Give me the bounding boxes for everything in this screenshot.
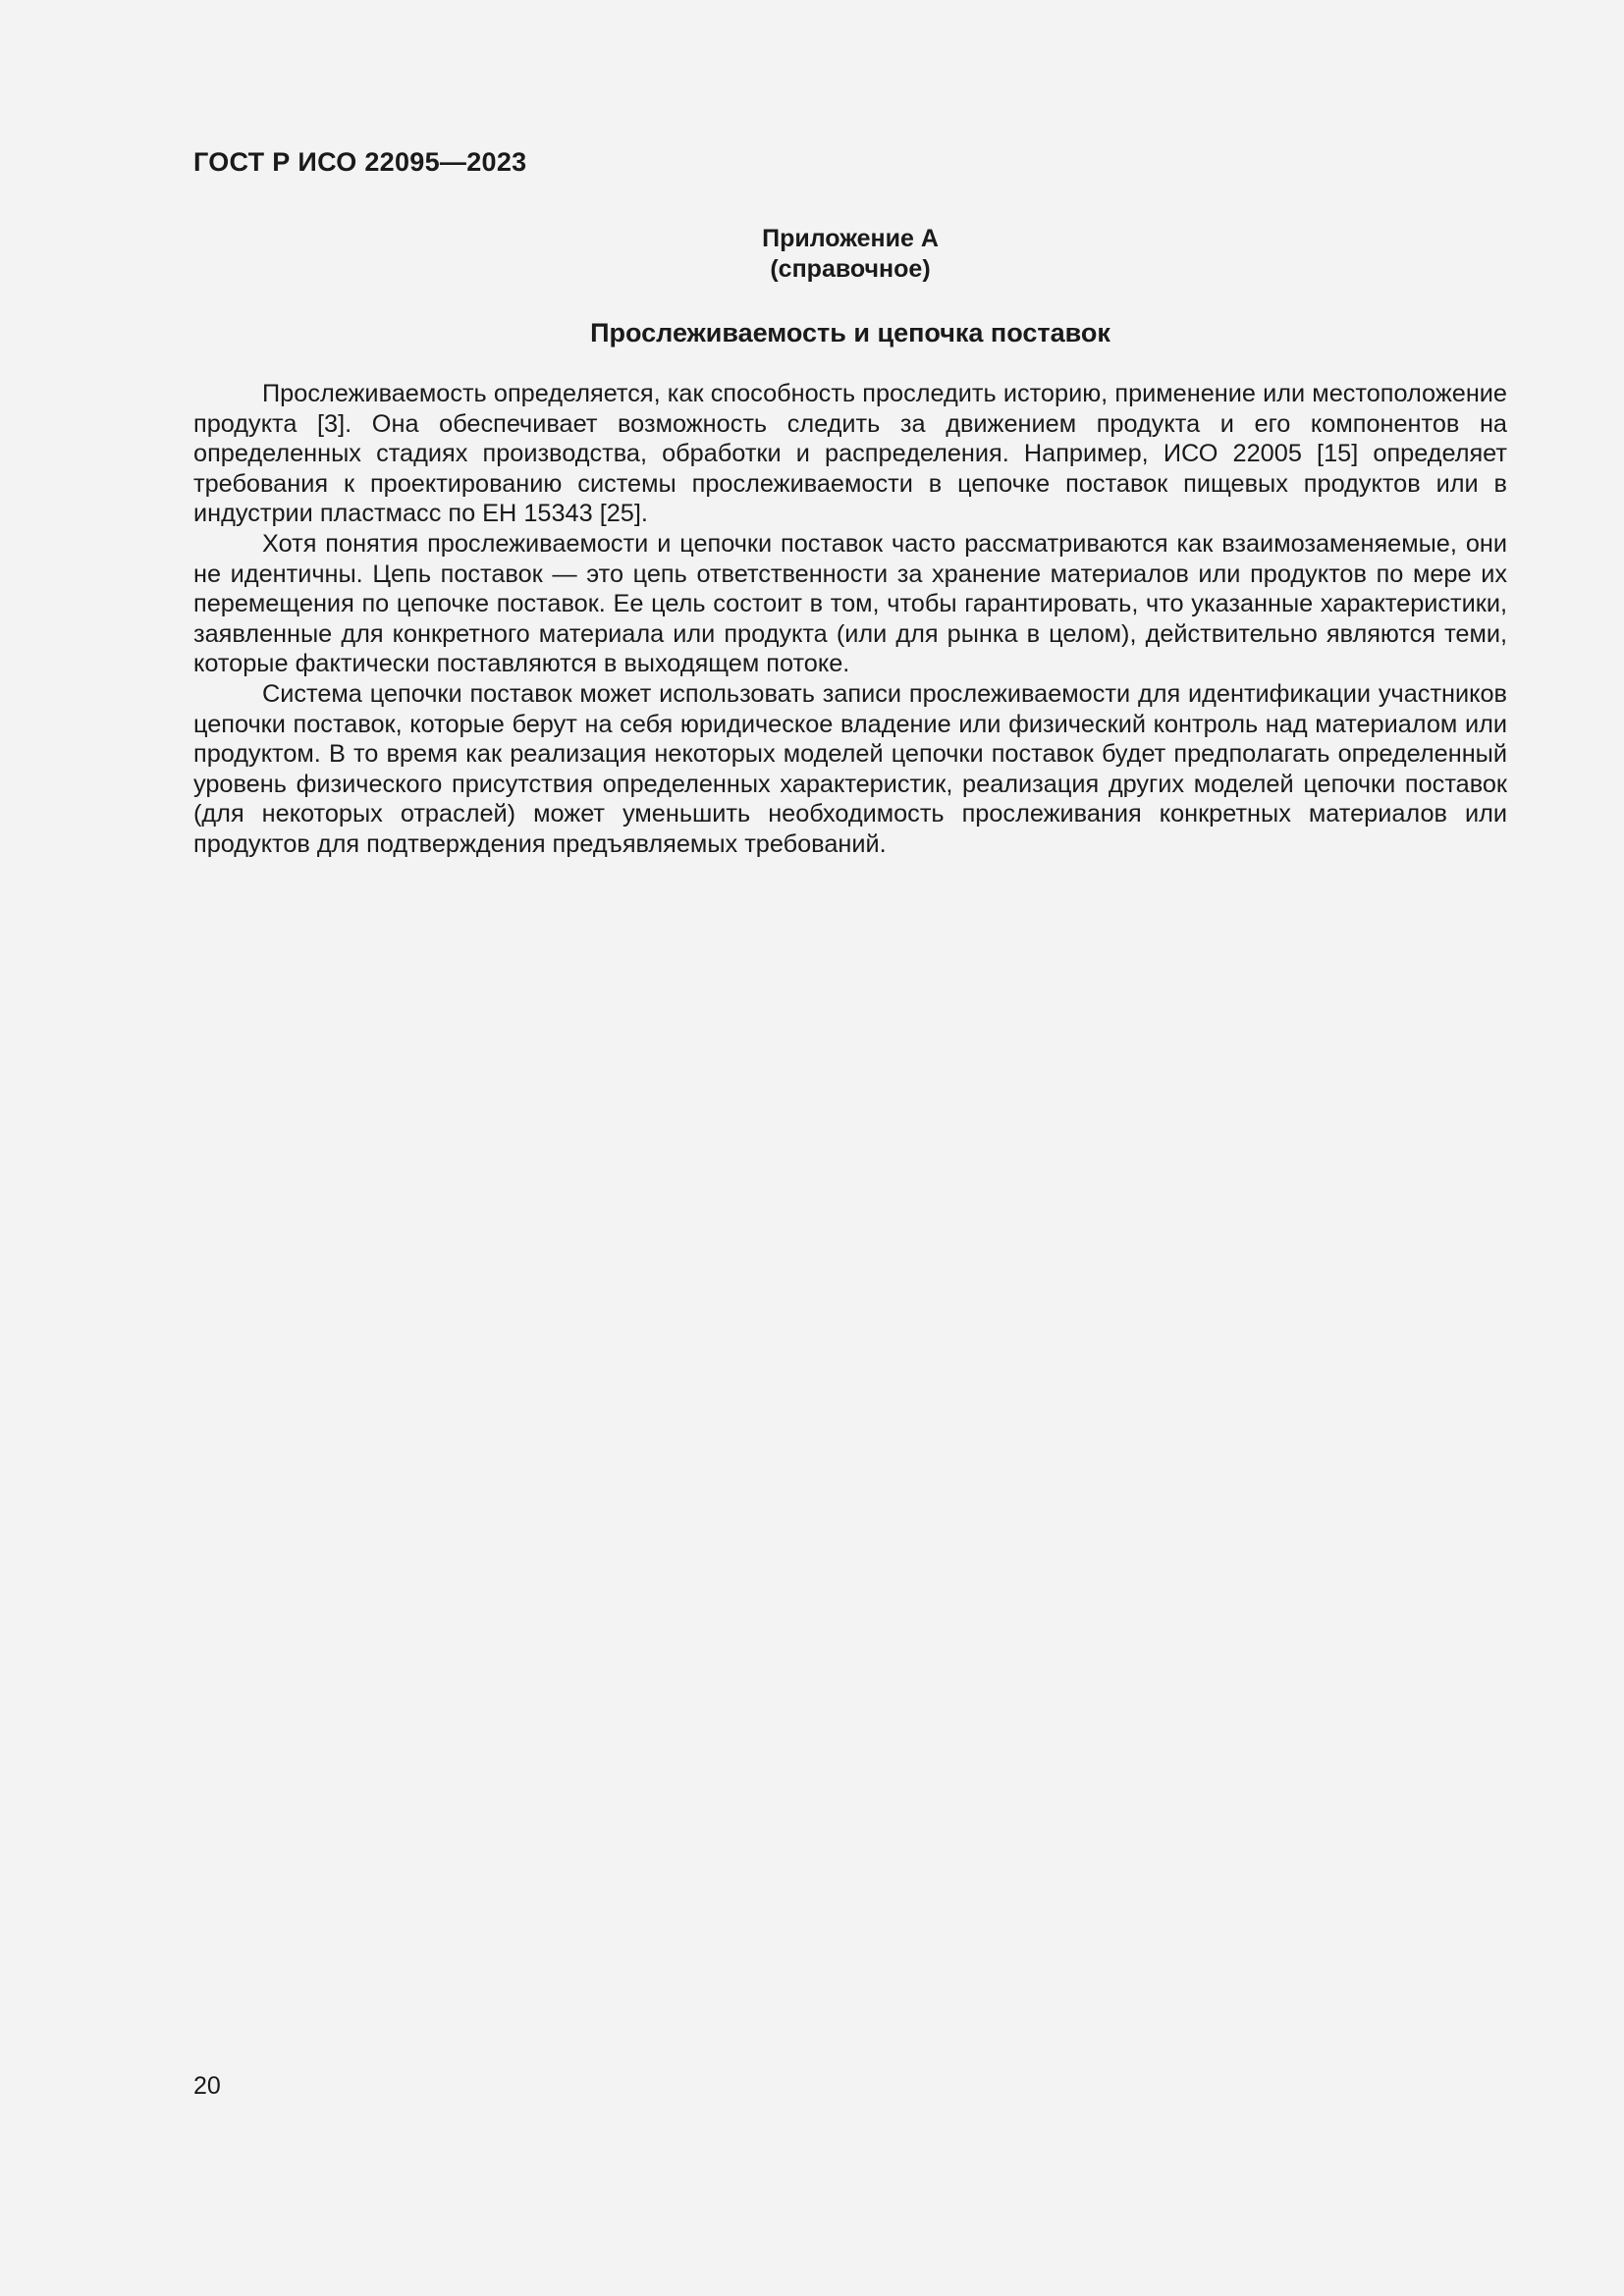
annex-status: (справочное) — [770, 255, 931, 283]
document-code: ГОСТ Р ИСО 22095—2023 — [193, 147, 527, 177]
paragraph: Хотя понятия прослеживаемости и цепочки поставок часто рассматриваются как взаимозаменяемые, они не идентичны. Цепь поставок — это цепь ответственности за хранение материалов или продуктов по мере их перемещения по цепочке поставок. Ее цель состоит в том, чтобы гарантировать, что указанные характеристики, заявленные для конкретного материала или продукта (или для рынка в целом), действительно являются теми, которые фактически поставляются в выходящем потоке. — [193, 529, 1507, 678]
section-title: Прослеживаемость и цепочка поставок — [590, 318, 1110, 347]
annex-title: Приложение А — [762, 225, 939, 252]
paragraph: Прослеживаемость определяется, как способность проследить историю, применение или местоположение продукта [3]. Она обеспечивает возможность следить за движением продукта и его компонентов на определенных стадиях производства, обработки и распределения. Например, ИСО 22005 [15] определяет требования к проектированию системы прослеживаемости в цепочке поставок пищевых продуктов или в индустрии пластмасс по ЕН 15343 [25]. — [193, 380, 1507, 528]
paragraph: Система цепочки поставок может использовать записи прослеживаемости для идентификации участников цепочки поставок, которые берут на себя юридическое владение или физический контроль над материалом или продуктом. В то время как реализация некоторых моделей цепочки поставок будет предполагать определенный уровень физического присутствия определенных характеристик, реализация других моделей цепочки поставок (для некоторых отраслей) может уменьшить необходимость прослеживания конкретных материалов или продуктов для подтверждения предъявляемых требований. — [193, 679, 1507, 858]
body-text — [193, 379, 1507, 860]
page-number: 20 — [193, 2072, 221, 2100]
document-page — [193, 0, 1507, 2296]
annex-heading — [193, 224, 1507, 285]
